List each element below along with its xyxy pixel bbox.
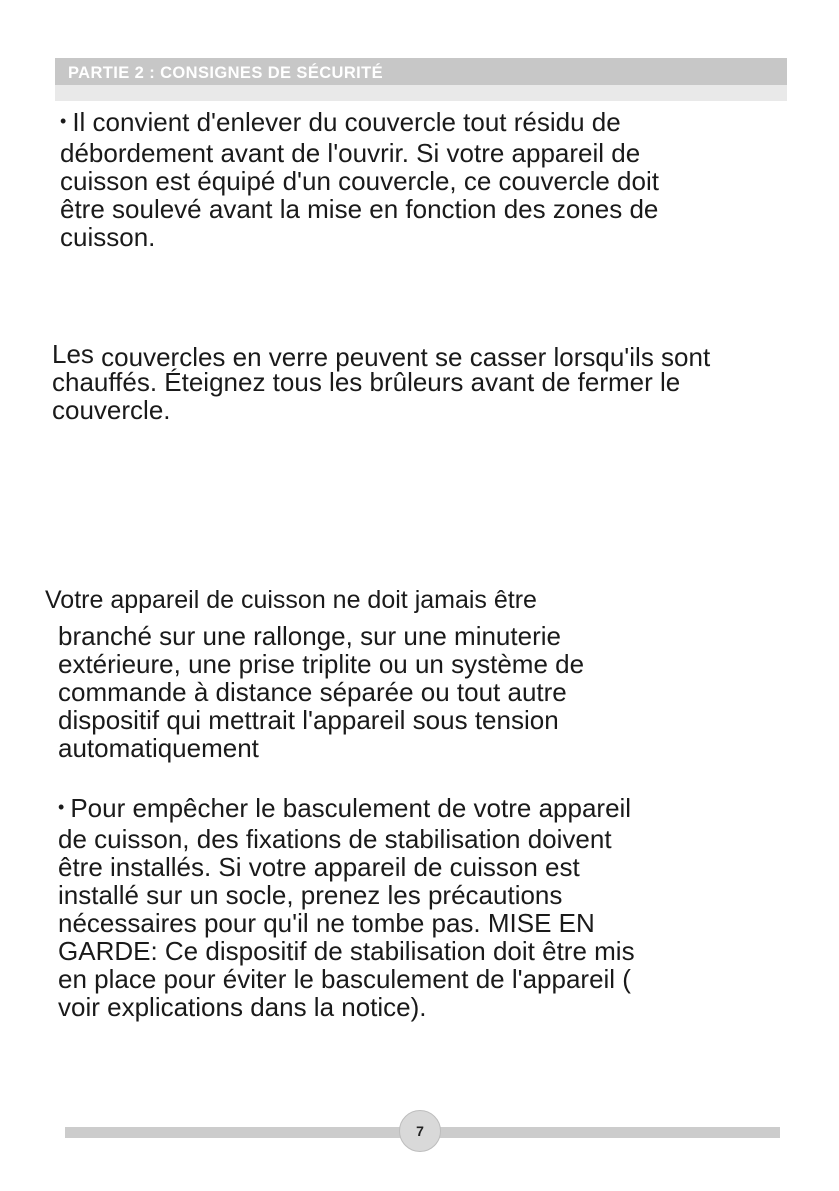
paragraph-line: être soulevé avant la mise en fonction des zones de xyxy=(60,194,659,224)
paragraph-line: voir explications dans la notice). xyxy=(58,992,427,1022)
paragraph-line: être installés. Si votre appareil de cuisson est xyxy=(58,852,580,882)
paragraph-line: branché sur une rallonge, sur une minuterie xyxy=(58,621,561,651)
footer-rule-left xyxy=(65,1127,405,1138)
paragraph-line xyxy=(60,108,659,139)
paragraph-line xyxy=(52,339,711,372)
paragraph-line: cuisson. xyxy=(60,222,156,252)
paragraph-text: couvercles en verre peuvent se casser lorsqu'ils sont xyxy=(101,342,711,372)
paragraph-line xyxy=(58,794,635,825)
paragraph-line: en place pour éviter le basculement de l'appareil ( xyxy=(58,964,631,994)
paragraph-glass-lids xyxy=(52,340,710,424)
paragraph-line: GARDE: Ce dispositif de stabilisation doit être mis xyxy=(58,936,635,966)
paragraph-line: nécessaires pour qu'il ne tombe pas. MISE EN xyxy=(58,908,595,938)
paragraph-line: automatiquement xyxy=(58,733,259,763)
paragraph-extension-warning-intro: Votre appareil de cuisson ne doit jamais être xyxy=(45,586,537,614)
paragraph-line: chauffés. Éteignez tous les brûleurs avant de fermer le xyxy=(52,367,681,397)
paragraph-text: Il convient d'enlever du couvercle tout résidu de xyxy=(72,107,621,137)
section-title: PARTIE 2 : CONSIGNES DE SÉCURITÉ xyxy=(68,64,384,82)
paragraph-line: cuisson est équipé d'un couvercle, ce couvercle doit xyxy=(60,166,659,196)
page-number: 7 xyxy=(416,1123,424,1139)
page-number-badge xyxy=(399,1110,441,1152)
paragraph-line: débordement avant de l'ouvrir. Si votre appareil de xyxy=(60,138,641,168)
footer-rule-right xyxy=(437,1127,780,1138)
paragraph-line: commande à distance séparée ou tout autre xyxy=(58,677,567,707)
paragraph-extension-warning xyxy=(58,622,584,762)
paragraph-first-word: Les xyxy=(52,339,94,369)
paragraph-line: extérieure, une prise triplite ou un système de xyxy=(58,649,585,679)
bullet-icon: • xyxy=(58,797,65,817)
paragraph-line: installé sur un socle, prenez les précautions xyxy=(58,880,563,910)
paragraph-lid-residue xyxy=(60,108,659,251)
paragraph-line: dispositif qui mettrait l'appareil sous tension xyxy=(58,705,559,735)
paragraph-text: Pour empêcher le basculement de votre appareil xyxy=(70,793,632,823)
paragraph-line: de cuisson, des fixations de stabilisation doivent xyxy=(58,824,612,854)
section-header-shade xyxy=(55,85,787,101)
paragraph-line: couvercle. xyxy=(52,395,171,425)
bullet-icon: • xyxy=(60,111,67,131)
paragraph-stabilisation xyxy=(58,794,635,1021)
